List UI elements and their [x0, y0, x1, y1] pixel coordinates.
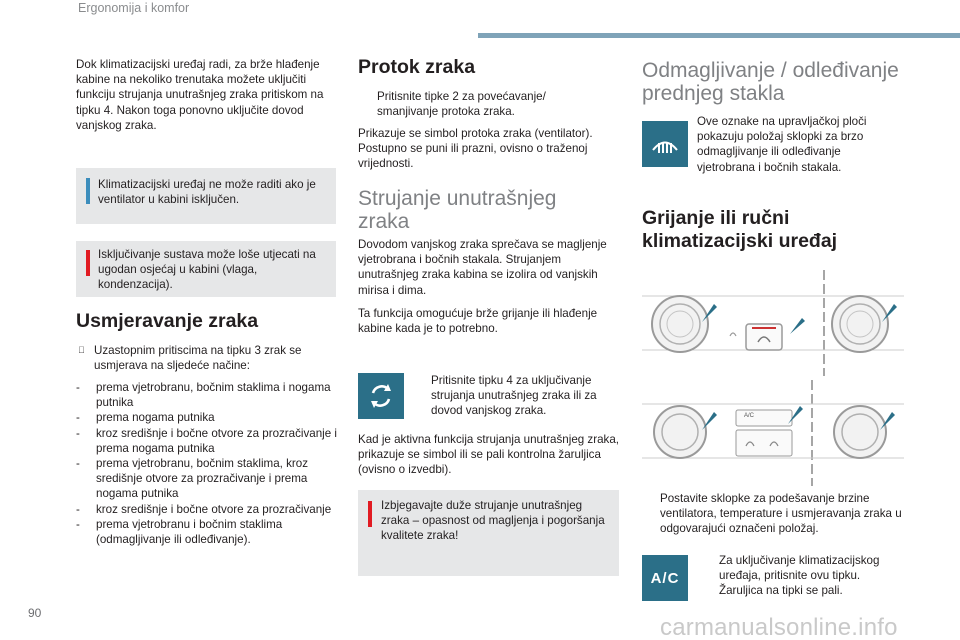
list-item: - prema vjetrobranu i bočnim staklima (odmagljivanje ili odleđivanje).: [76, 517, 283, 547]
strujanje-warning-text: Izbjegavajte duže strujanje unutrašnjeg zraka – opasnost od magljenja i pogoršanja kvalitete zraka!: [381, 499, 605, 543]
heading-grijanje: Grijanje ili ručni klimatizacijski uređaj: [642, 207, 838, 252]
step-marker-icon: [78, 343, 85, 358]
ac-button-icon: [642, 555, 688, 601]
odmagljivanje-paragraph: Ove oznake na upravljačkoj ploči pokazuju položaj sklopki za brzo odmagljivanje ili odleđivanje vjetrobrana i bočnih stakala.: [697, 115, 867, 174]
page-number: 90: [28, 606, 42, 620]
panel-ac-label: A/C: [744, 413, 755, 419]
recirculation-icon: [358, 373, 404, 419]
watermark: carmanualsonline.info: [660, 614, 898, 640]
usmjeravanje-step: Uzastopnim pritiscima na tipku 3 zrak se usmjerava na sljedeće načine:: [94, 344, 302, 373]
warning-icon: [86, 250, 90, 276]
info-icon: [86, 178, 90, 204]
control-panel-illustration: [642, 270, 904, 376]
strujanje-step: Pritisnite tipku 4 za uključivanje strujanja unutrašnjeg zraka ili za dovod vanjskog zraka.: [431, 374, 597, 418]
section-header: Ergonomija i komfor: [78, 1, 190, 15]
ac-icon-label: A/C: [650, 569, 680, 587]
air-direction-list: [76, 380, 338, 547]
grijanje-step-2: Za uključivanje klimatizacijskog uređaja, pritisnite ovu tipku. Žaruljica na tipki se pali.: [719, 554, 880, 598]
warning-box-text: Isključivanje sustava može loše utjecati na ugodan osjećaj u kabini (vlaga, kondenzacija).: [98, 248, 316, 292]
heading-strujanje: Strujanje unutrašnjeg zraka: [358, 187, 557, 233]
protok-step: Pritisnite tipke 2 za povećavanje/ smanjivanje protoka zraka.: [377, 90, 546, 119]
list-item: - kroz središnje i bočne otvore za prozračivanje: [76, 502, 332, 516]
header-bar: [478, 33, 960, 38]
warning-icon: [368, 501, 372, 527]
strujanje-warning-box: [358, 490, 619, 576]
list-item: - prema vjetrobranu, bočnim staklima, kroz središnje otvore za prozračivanje i prema nogama putnika: [76, 457, 308, 501]
strujanje-paragraph-1: Dovodom vanjskog zraka sprečava se magljenje vjetrobrana i bočnih stakala. Strujanjem unutrašnjeg zraka kabina se izolira od vanjskih mirisa i dima.: [358, 238, 607, 297]
control-panel-ac-illustration: [642, 380, 904, 486]
intro-paragraph: Dok klimatizacijski uređaj radi, za brže hlađenje kabine na nekoliko trenutaka možete uključiti funkciju strujanja unutrašnjeg zraka pritiskom na tipku 4. Nakon toga ponovno uključite dovod vanjskog zraka.: [76, 58, 324, 132]
info-box: [76, 168, 336, 224]
windscreen-demist-icon: [642, 121, 688, 167]
warning-box: [76, 241, 336, 297]
list-item: - kroz središnje i bočne otvore za prozračivanje i prema nogama putnika: [76, 426, 338, 455]
list-item: - prema nogama putnika: [76, 411, 215, 425]
heading-odmagljivanje: Odmagljivanje / odleđivanje prednjeg stakla: [642, 59, 899, 105]
heading-protok: Protok zraka: [358, 56, 476, 78]
list-item: - prema vjetrobranu, bočnim staklima i nogama putnika: [76, 381, 331, 410]
info-box-text: Klimatizacijski uređaj ne može raditi ako je ventilator u kabini isključen.: [98, 178, 316, 207]
heading-usmjeravanje: Usmjeravanje zraka: [76, 310, 259, 332]
protok-paragraph: Prikazuje se simbol protoka zraka (ventilator). Postupno se puni ili prazni, ovisno o traženoj vrijednosti.: [358, 127, 593, 171]
strujanje-paragraph-3: Kad je aktivna funkcija strujanja unutrašnjeg zraka, prikazuje se simbol ili se pali kontrolna žaruljica (ovisno o izvedbi).: [358, 433, 620, 477]
grijanje-step-1: Postavite sklopke za podešavanje brzine ventilatora, temperature i usmjeravanja zraka u odgovarajući označeni položaj.: [660, 492, 902, 536]
strujanje-paragraph-2: Ta funkcija omogućuje brže grijanje ili hlađenje kabine kada je to potrebno.: [358, 307, 598, 336]
